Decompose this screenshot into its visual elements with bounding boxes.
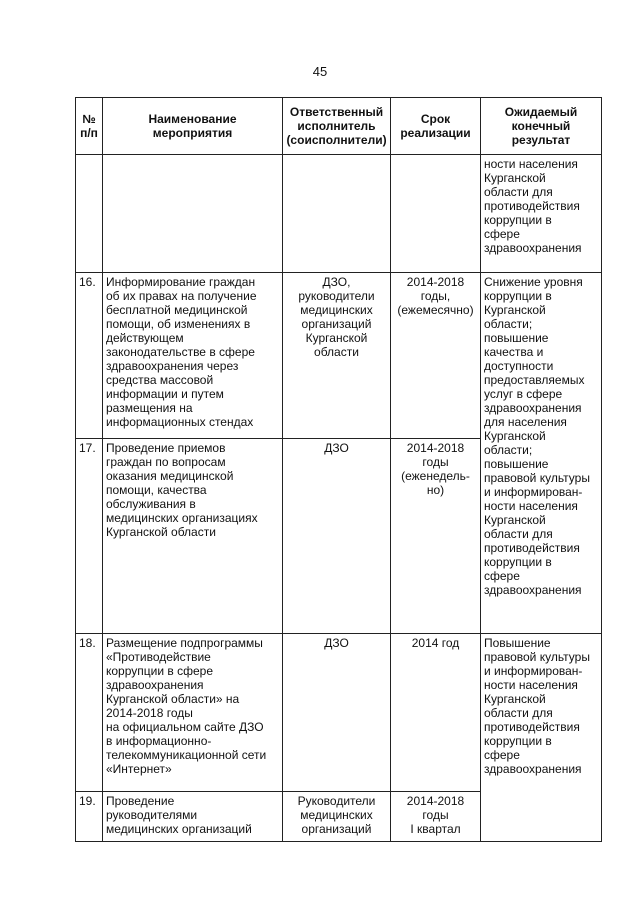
cell-responsible: ДЗО, руководители медицинских организаций Курганской области [283,273,391,439]
table-row [76,634,602,792]
measures-table [75,97,602,842]
cell-term: 2014-2018 годы, (ежемесячно) [391,273,481,439]
cell-empty [481,792,602,842]
cell-empty [76,155,103,273]
cell-responsible: ДЗО [283,439,391,634]
header-result: Ожидаемый конечный результат [481,98,602,155]
cell-empty [391,155,481,273]
cell-name: Информирование граждан об их правах на получение бесплатной медицинской помощи, об изменениях в действующем законодательстве в сфере здравоохранения через средства массовой информации и путем размещения на информационных стендах [103,273,283,439]
cell-empty [103,155,283,273]
table-row-continuation [76,155,602,273]
header-num: № п/п [76,98,103,155]
header-term: Срок реализации [391,98,481,155]
cell-term: 2014 год [391,634,481,792]
cell-num: 18. [76,634,103,792]
cell-name: Проведение руководителями медицинских организаций [103,792,283,842]
cell-responsible: Руководители медицинских организаций [283,792,391,842]
header-name: Наименование мероприятия [103,98,283,155]
cell-name: Проведение приемов граждан по вопросам оказания медицинской помощи, качества обслуживания в медицинских организациях Курганской области [103,439,283,634]
cell-result: Снижение уровня коррупции в Курганской области; повышение качества и доступности предоставляемых услуг в сфере здравоохранения для населения Курганской области; повышение правовой культуры и информирован- ности населения Курганской области для противодействия коррупции в сфере здравоохранения [481,273,602,634]
cell-result-continuation: ности населения Курганской области для противодействия коррупции в сфере здравоохранения [481,155,602,273]
cell-num: 16. [76,273,103,439]
cell-num: 19. [76,792,103,842]
cell-num: 17. [76,439,103,634]
table-row [76,792,602,842]
cell-responsible: ДЗО [283,634,391,792]
page-number: 45 [312,64,328,79]
cell-name: Размещение подпрограммы «Противодействие коррупции в сфере здравоохранения Курганской области» на 2014-2018 годы на официальном сайте ДЗО в информационно- телекоммуникационной сети «Интернет» [103,634,283,792]
table-header-row [76,98,602,155]
cell-result: Повышение правовой культуры и информирован- ности населения Курганской области для противодействия коррупции в сфере здравоохранения [481,634,602,792]
header-responsible: Ответственный исполнитель (соисполнители) [283,98,391,155]
cell-term: 2014-2018 годы I квартал [391,792,481,842]
cell-term: 2014-2018 годы (еженедель- но) [391,439,481,634]
cell-empty [283,155,391,273]
table-row [76,273,602,439]
